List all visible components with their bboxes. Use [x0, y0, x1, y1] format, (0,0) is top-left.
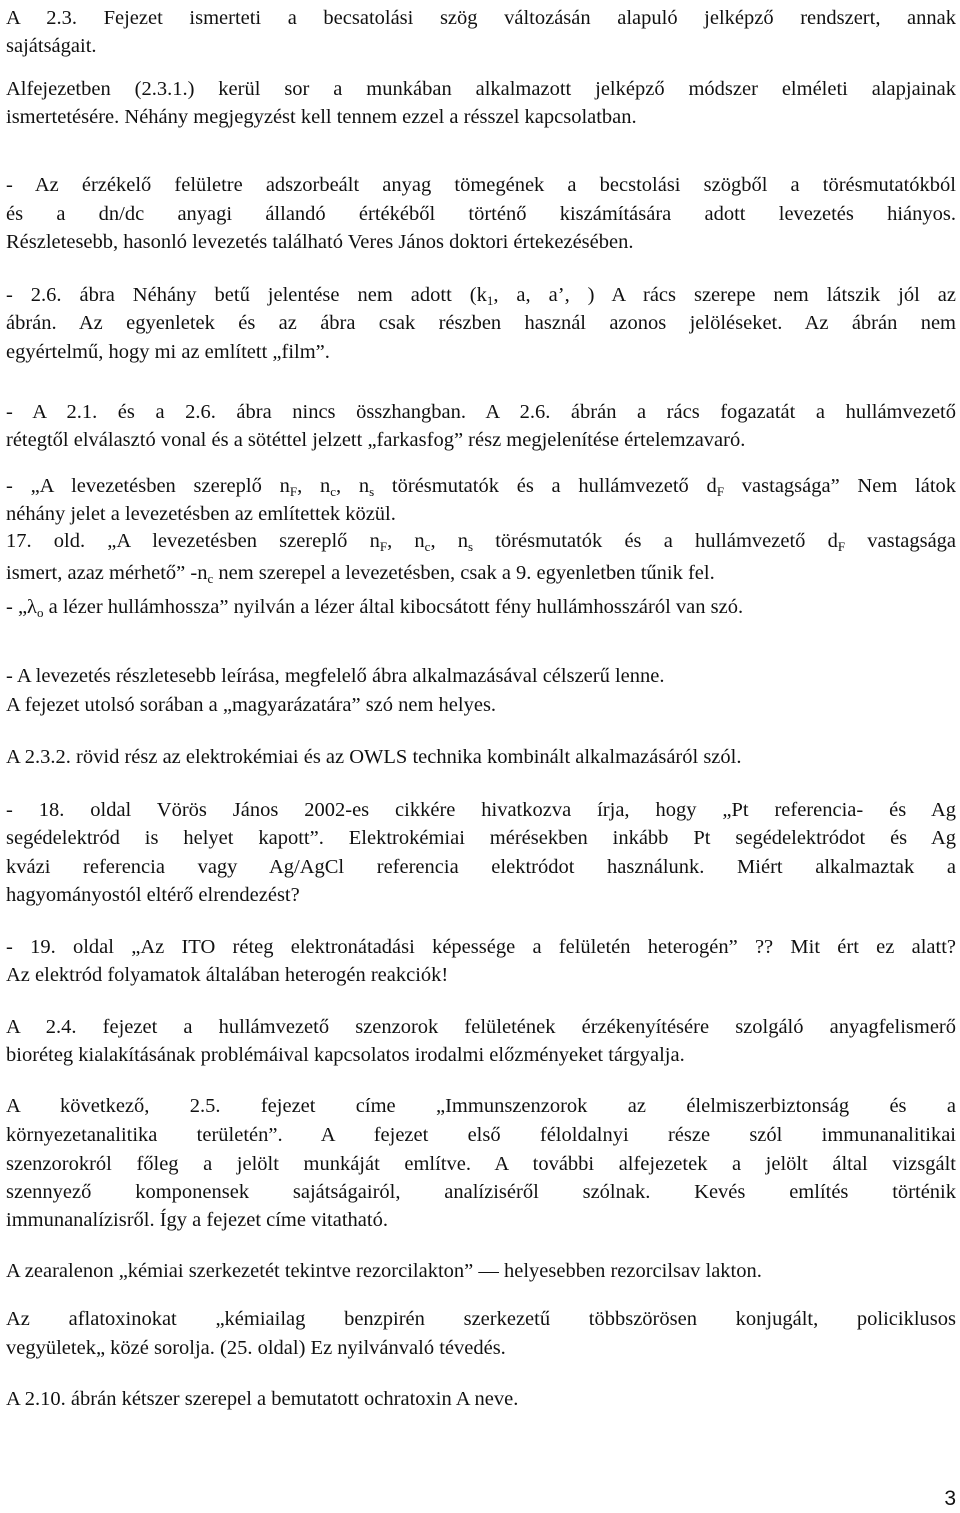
subscript: F	[379, 539, 388, 554]
text-run: , n	[430, 530, 468, 552]
text-line: egyértelmű, hogy mi az említett „film”.	[6, 341, 330, 363]
subscript: s	[468, 539, 474, 554]
text-run: nem szerepel a levezetésben, csak a 9. egyenletben tűnik fel.	[213, 562, 715, 584]
text-line: Részletesebb, hasonló levezetés található Veres János doktori értekezésében.	[6, 231, 634, 253]
text-run: vastagsága	[845, 530, 957, 552]
text-line: vegyületek„ közé sorolja. (25. oldal) Ez nyilvánvaló tévedés.	[6, 1337, 506, 1359]
subscript: F	[837, 539, 846, 554]
text-line: Alfejezetben (2.3.1.) kerül sor a munkában alkalmazott jelképző módszer elméleti alapjainak	[6, 78, 956, 100]
text-line	[6, 281, 956, 309]
text-run: ismert, azaz mérhető” -n	[6, 562, 208, 584]
text-line: rétegtől elválasztó vonal és a sötéttel jelzett „farkasfog” rész megjelenítése értelemzavaró.	[6, 429, 746, 451]
text-line: A fejezet utolsó sorában a „magyarázatára” szó nem helyes.	[6, 694, 497, 716]
text-run: , a, a’, ) A rács szerepe nem látszik jól az	[493, 284, 957, 306]
text-line: és a dn/dc anyagi állandó értékéből történő kiszámítására adott levezetés hiányos.	[6, 203, 956, 225]
text-line	[6, 472, 956, 500]
text-run: törésmutatók és a hullámvezető d	[473, 530, 838, 552]
text-line: Az elektród folyamatok általában heterogén reakciók!	[6, 964, 449, 986]
text-line: - A levezetés részletesebb leírása, megfelelő ábra alkalmazásával célszerű lenne.	[6, 665, 665, 687]
subscript: F	[716, 484, 725, 499]
text-line: A 2.3.2. rövid rész az elektrokémiai és az OWLS technika kombinált alkalmazásáról szól.	[6, 746, 742, 768]
text-line: bioréteg kialakításának problémáival kapcsolatos irodalmi előzményeket tárgyalja.	[6, 1044, 685, 1066]
text-line: hagyományostól eltérő elrendezést?	[6, 884, 300, 906]
subscript: c	[330, 484, 336, 499]
subscript: c	[207, 571, 214, 586]
text-run: , n	[387, 530, 425, 552]
text-line: segédelektród is helyet kapott”. Elektrokémiai mérésekben inkább Pt segédelektródot és Ag	[6, 827, 956, 849]
text-run: - „λ	[6, 596, 37, 618]
text-line	[6, 559, 956, 587]
text-run: vastagsága” Nem látok	[724, 475, 957, 497]
text-line: A 2.3. Fejezet ismerteti a becsatolási szög változásán alapuló jelképző rendszert, annak	[6, 7, 956, 29]
text-line: - A 2.1. és a 2.6. ábra nincs összhangban. A 2.6. ábrán a rács fogazatát a hullámvezető	[6, 401, 956, 423]
text-line	[6, 527, 956, 555]
text-line	[6, 593, 956, 621]
text-run: - „A levezetésben szereplő n	[6, 475, 290, 497]
text-line: ábrán. Az egyenletek és az ábra csak részben használ azonos jelöléseket. Az ábrán nem	[6, 312, 956, 334]
text-line: - 19. oldal „Az ITO réteg elektronátadási képessége a felületén heterogén” ?? Mit ért ez alatt?	[6, 936, 956, 958]
text-line: - Az érzékelő felületre adszorbeált anyag tömegének a becstolási szögből a törésmutatókból	[6, 174, 956, 196]
text-line: - 18. oldal Vörös János 2002-es cikkére hivatkozva írja, hogy „Pt referencia- és Ag	[6, 799, 956, 821]
text-line: kvázi referencia vagy Ag/AgCl referencia elektródot használunk. Miért alkalmaztak a	[6, 856, 956, 878]
text-run: , n	[297, 475, 331, 497]
text-line: A következő, 2.5. fejezet címe „Immunszenzorok az élelmiszerbiztonság és a	[6, 1095, 956, 1117]
text-run: 17. old. „A levezetésben szereplő n	[6, 530, 380, 552]
text-line: szenzorokról főleg a jelölt munkáját említve. A további alfejezetek a jelölt által vizsgált	[6, 1153, 956, 1175]
text-line: ismertetésére. Néhány megjegyzést kell tennem ezzel a résszel kapcsolatban.	[6, 106, 637, 128]
text-line: A zearalenon „kémiai szerkezetét tekintve rezorcilakton” — helyesebben rezorcilsav lakton.	[6, 1260, 762, 1282]
text-run: a lézer hullámhossza” nyilván a lézer által kibocsátott fény hullámhosszáról van szó.	[43, 596, 744, 618]
text-line: A 2.4. fejezet a hullámvezető szenzorok felületének érzékenyítésére szolgáló anyagfelismerő	[6, 1016, 956, 1038]
text-line: környezetanalitika területén”. A fejezet első féloldalnyi része szól immunanalitikai	[6, 1124, 956, 1146]
text-line: néhány jelet a levezetésben az említettek közül.	[6, 503, 396, 525]
subscript: s	[369, 484, 375, 499]
text-line: szennyező komponensek sajátságairól, analíziséről szólnak. Kevés említés történik	[6, 1181, 956, 1203]
text-run: - 2.6. ábra Néhány betű jelentése nem adott (k	[6, 284, 487, 306]
page-number: 3	[944, 1487, 956, 1510]
subscript: c	[424, 539, 431, 554]
text-line: Az aflatoxinokat „kémiailag benzpirén szerkezetű többszörösen konjugált, policiklusos	[6, 1308, 956, 1330]
text-run: , n	[336, 475, 370, 497]
subscript: 1	[486, 293, 494, 308]
text-line: immunanalízisről. Így a fejezet címe vitatható.	[6, 1209, 388, 1231]
subscript: F	[289, 484, 298, 499]
subscript: o	[37, 605, 44, 620]
text-line: sajátságait.	[6, 35, 97, 57]
text-line: A 2.10. ábrán kétszer szerepel a bemutatott ochratoxin A neve.	[6, 1388, 519, 1410]
text-run: törésmutatók és a hullámvezető d	[374, 475, 717, 497]
